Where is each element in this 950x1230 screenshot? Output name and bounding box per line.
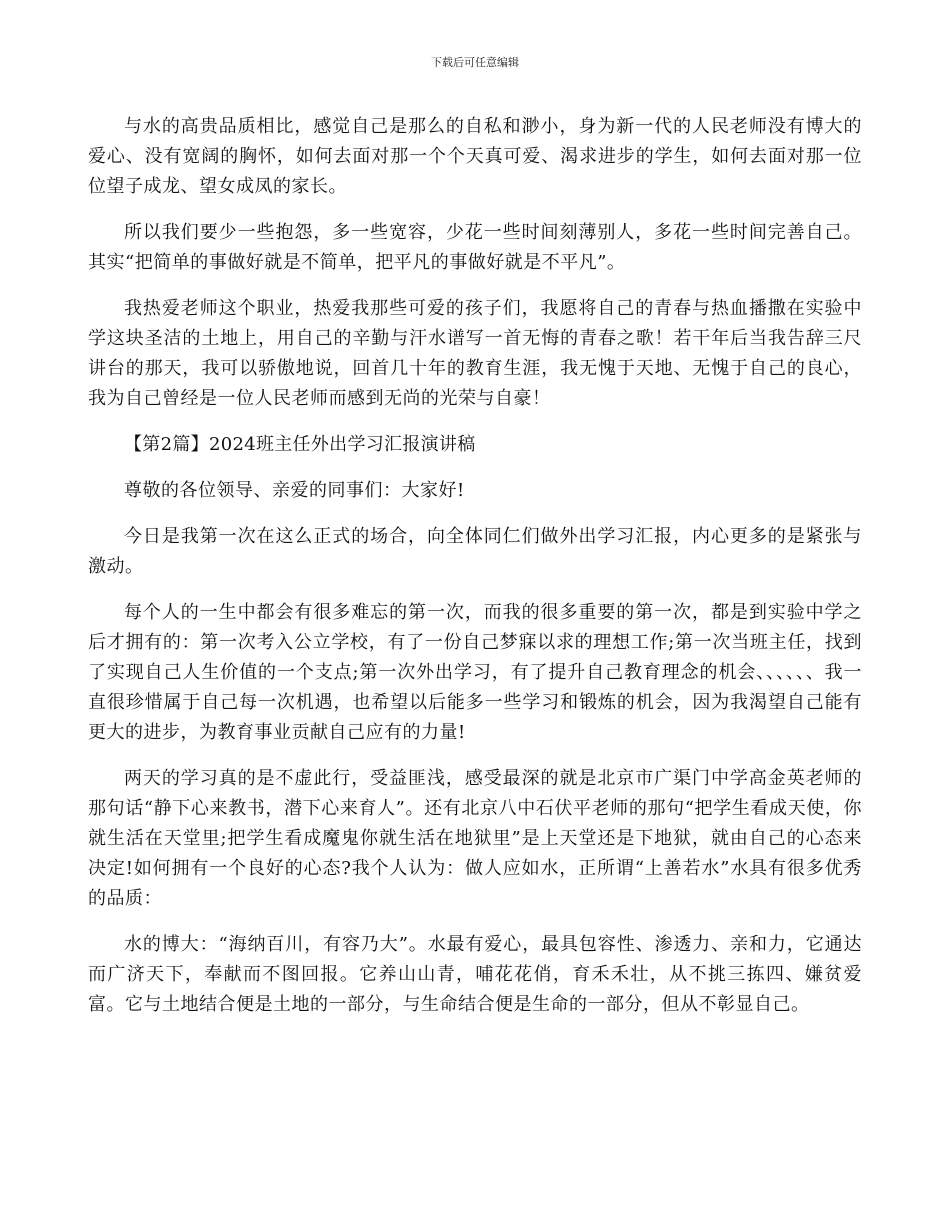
paragraph: 我热爱老师这个职业，热爱我那些可爱的孩子们，我愿将自己的青春与热血播撒在实验中学这块圣洁的土地上，用自己的辛勤与汗水谱写一首无悔的青春之歌！若干年后当我告辞三尺讲台的那天，我可以骄傲地说，回首几十年的教育生涯，我无愧于天地、无愧于自己的良心，我为自己曾经是一位人民老师而感到无尚的光荣与自豪！ [88,298,862,409]
paragraph: 两天的学习真的是不虚此行，受益匪浅，感受最深的就是北京市广渠门中学高金英老师的那句话“静下心来教书，潜下心来育人”。还有北京八中石伏平老师的那句“把学生看成天使，你就生活在天堂里;把学生看成魔鬼你就生活在地狱里”是上天堂还是下地狱，就由自己的心态来决定!如何拥有一个良好的心态?我个人认为：做人应如水，正所谓“上善若水”水具有很多优秀的品质： [88,768,862,909]
document-body [88,112,862,1036]
section-heading: 【第2篇】2024班主任外出学习汇报演讲稿 [124,434,476,455]
paragraph: 所以我们要少一些抱怨，多一些宽容，少花一些时间刻薄别人，多花一些时间完善自己。其实“把简单的事做好就是不简单，把平凡的事做好就是不平凡”。 [88,222,862,273]
paragraph: 与水的高贵品质相比，感觉自己是那么的自私和渺小，身为新一代的人民老师没有博大的爱心、没有宽阔的胸怀，如何去面对那一个个天真可爱、渴求进步的学生，如何去面对那一位位望子成龙、望女成凤的家长。 [88,116,862,197]
header-note: 下载后可任意编辑 [431,56,519,69]
paragraph: 每个人的一生中都会有很多难忘的第一次，而我的很多重要的第一次，都是到实验中学之后才拥有的：第一次考入公立学校，有了一份自己梦寐以求的理想工作;第一次当班主任，找到了实现自己人生价值的一个支点;第一次外出学习，有了提升自己教育理念的机会、、、、、、我一直很珍惜属于自己每一次机遇，也希望以后能多一些学习和锻炼的机会，因为我渴望自己能有更大的进步，为教育事业贡献自己应有的力量! [88,602,862,743]
paragraph: 今日是我第一次在这么正式的场合，向全体同仁们做外出学习汇报，内心更多的是紧张与激动。 [88,526,862,577]
paragraph: 尊敬的各位领导、亲爱的同事们：大家好! [124,480,465,501]
paragraph: 水的博大：“海纳百川，有容乃大”。水最有爱心，最具包容性、渗透力、亲和力，它通达而广济天下，奉献而不图回报。它养山山青，哺花花俏，育禾禾壮，从不挑三拣四、嫌贫爱富。它与土地结合便是土地的一部分，与生命结合便是生命的一部分，但从不彰显自己。 [88,934,862,1015]
